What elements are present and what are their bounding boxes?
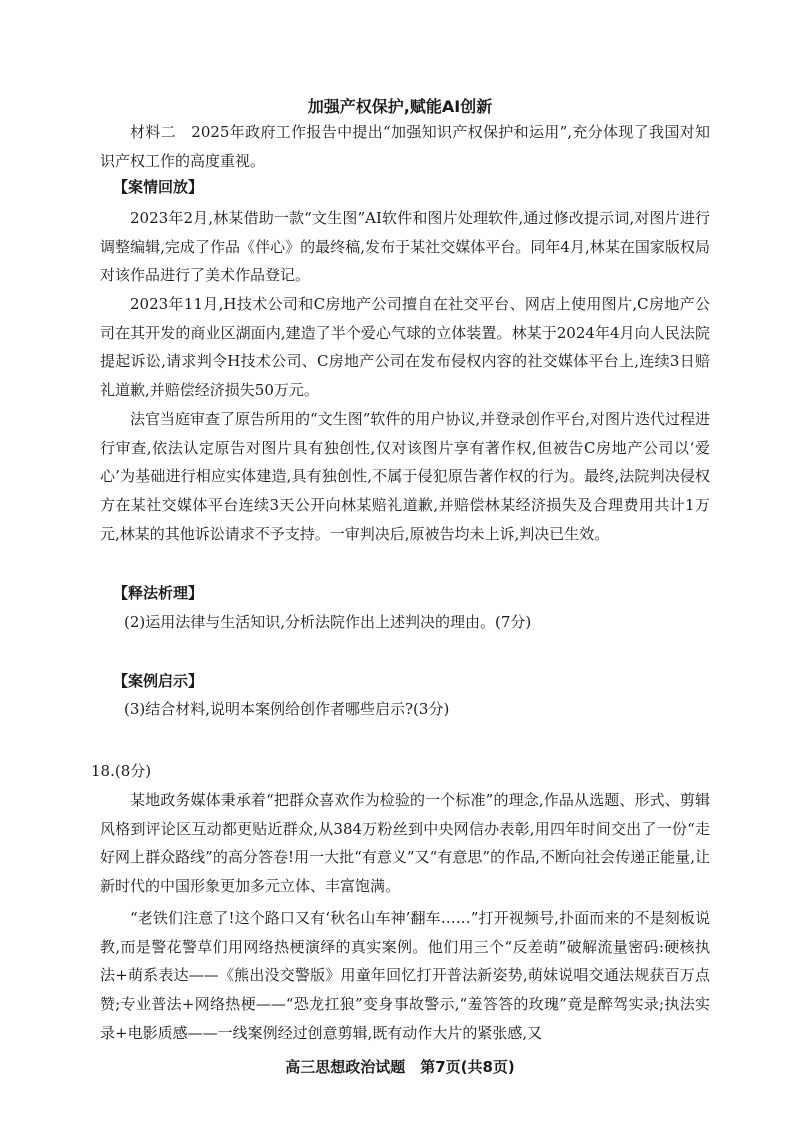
question-18-number: 18.(8分) [91, 762, 152, 780]
legal-analysis-heading: 【释法析理】 [113, 584, 204, 602]
question-18-paragraph-2: “老铁们注意了!这个路口又有‘秋名山车神’翻车……”打开视频号,扑面而来的不是刻板说教,而是警花警草们用网络热梗演绎的真实案例。他们用三个“反差萌”破解流量密码:硬核执法+萌系表达——《熊出没交警版》用童年回忆打开普法新姿势,萌妹说唱交通法规获百万点赞;专业普法+网络热梗——“恐龙扛狼”变身事故警示,“羞答答的玫瑰”竟是醉驾实录;执法实录+电影质感——一线案例经过创意剪辑,既有动作大片的紧张感,又 [100, 909, 710, 1042]
section-title: 加强产权保护,赋能AI创新 [307, 97, 493, 116]
material-two-paragraph: 材料二 2025年政府工作报告中提出“加强知识产权保护和运用”,充分体现了我国对知识产权工作的高度重视。 [100, 123, 710, 170]
case-review-heading: 【案情回放】 [113, 178, 204, 196]
case-paragraph-1: 2023年2月,林某借助一款“文生图”AI软件和图片处理软件,通过修改提示词,对图片进行调整编辑,完成了作品《伴心》的最终稿,发布于某社交媒体平台。同年4月,林某在国家版权局对该作品进行了美术作品登记。 [100, 209, 710, 285]
case-paragraph-2: 2023年11月,H技术公司和C房地产公司擅自在社交平台、网店上使用图片,C房地产公司在其开发的商业区湖面内,建造了半个爱心气球的立体装置。林某于2024年4月向人民法院提起诉讼,请求判令H技术公司、C房地产公司在发布侵权内容的社交媒体平台上,连续3日赔礼道歉,并赔偿经济损失50万元。 [100, 295, 710, 400]
case-paragraph-3: 法官当庭审查了原告所用的“文生图”软件的用户协议,并登录创作平台,对图片迭代过程进行审查,依法认定原告对图片具有独创性,仅对该图片享有著作权,但被告C房地产公司以‘爱心’为基础进行相应实体建造,具有独创性,不属于侵犯原告著作权的行为。最终,法院判决侵权方在某社交媒体平台连续3天公开向林某赔礼道歉,并赔偿林某经济损失及合理费用共计1万元,林某的其他诉讼请求不予支持。一审判决后,原被告均未上诉,判决已生效。 [100, 410, 710, 543]
question-18-paragraph-1: 某地政务媒体秉承着“把群众喜欢作为检验的一个标准”的理念,作品从选题、形式、剪辑风格到评论区互动都更贴近群众,从384万粉丝到中央网信办表彰,用四年时间交出了一份“走好网上群众路线”的高分答卷!用一大批“有意义”又“有意思”的作品,不断向社会传递正能量,让新时代的中国形象更加多元立体、丰富饱满。 [100, 791, 710, 896]
page-footer: 高三思想政治试题 第7页(共8页) [285, 1058, 515, 1076]
question-2: (2)运用法律与生活知识,分析法院作出上述判决的理由。(7分) [124, 613, 532, 631]
case-insight-heading: 【案例启示】 [113, 672, 204, 690]
question-3: (3)结合材料,说明本案例给创作者哪些启示?(3分) [124, 700, 450, 718]
